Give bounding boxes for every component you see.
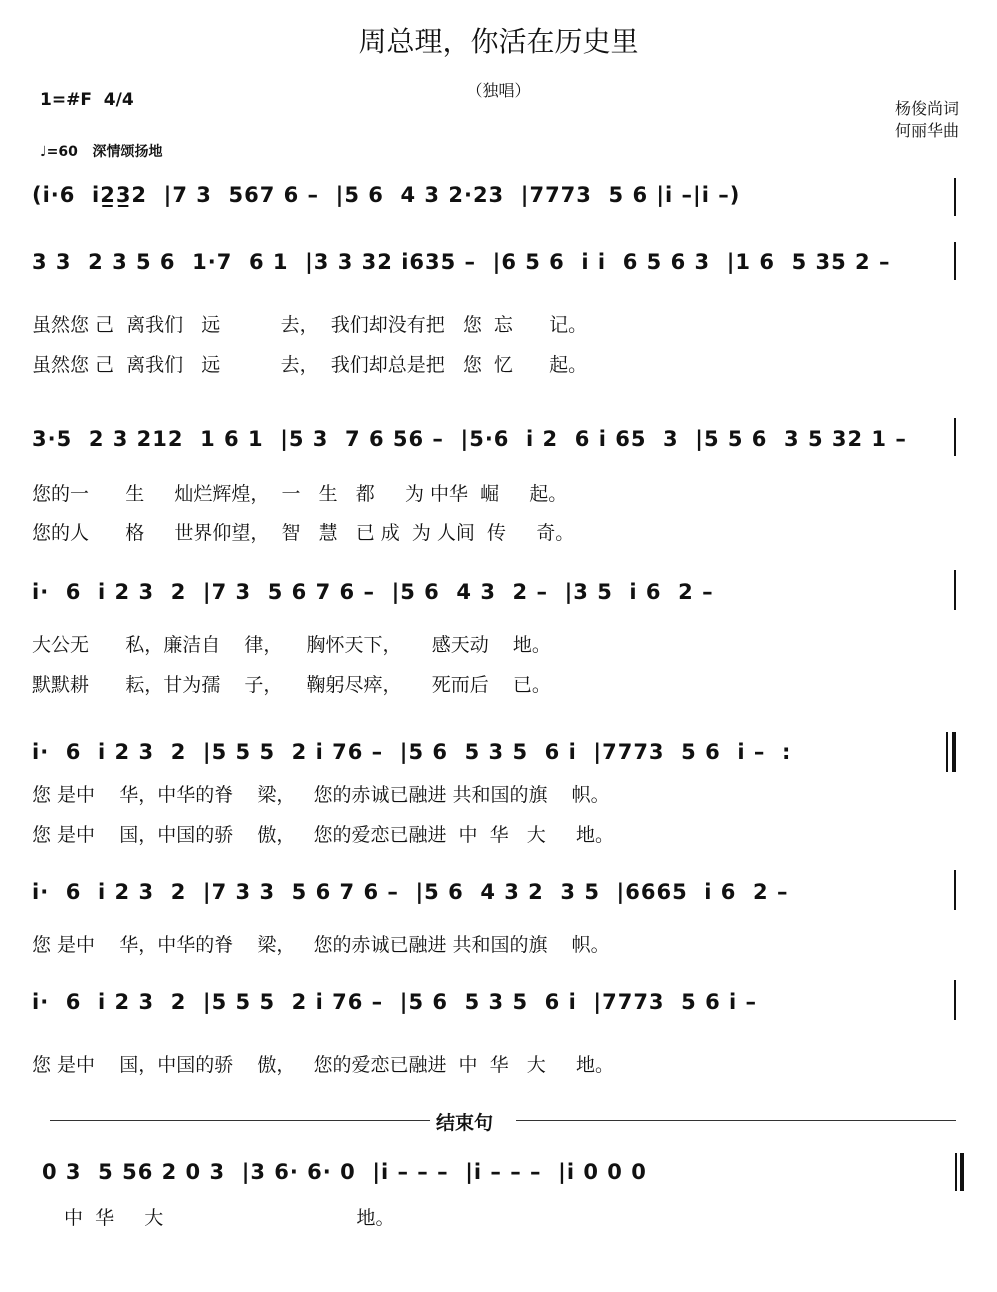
notation-system-7: i· 6 i 2 3 2 |5 5 5 2 i 76 – |5 6 5 3 5 6 i |7773 5 6 i – <box>32 990 758 1014</box>
barline <box>954 418 956 456</box>
notation-system-3: 3·5 2 3 212 1 6 1 |5 3 7 6 56 – |5·6 i 2 6 i 65 3 |5 5 6 3 5 32 1 – <box>32 427 907 451</box>
subtitle: （独唱） <box>466 81 531 100</box>
lyric-line: 您的人 格 世界仰望， 智 慧 已 成 为 人间 传 奇。 <box>32 522 575 544</box>
key-signature: 1=#F 4/4 <box>40 90 134 110</box>
barline <box>954 242 956 280</box>
lyric-line: 您 是中 华，中华的脊 梁， 您的赤诚已融进 共和国的旗 帜。 <box>32 784 610 806</box>
lyric-line: 您 是中 国，中国的骄 傲， 您的爱恋已融进 中 华 大 地。 <box>32 1054 614 1076</box>
notation-system-4: i· 6 i 2 3 2 |7 3 5 6 7 6 – |5 6 4 3 2 – |3 5 i 6 2 – <box>32 580 714 604</box>
barline <box>954 178 956 216</box>
tempo-marking: ♩=60 深情颂扬地 <box>40 144 163 160</box>
notation-system-6: i· 6 i 2 3 2 |7 3 3 5 6 7 6 – |5 6 4 3 2 3 5 |6665 i 6 2 – <box>32 880 789 904</box>
lyric-line: 虽然您 己 离我们 远 去， 我们却总是把 您 忆 起。 <box>32 354 588 376</box>
time-signature: 4/4 <box>103 90 134 110</box>
lyricist: 杨俊尚词 <box>894 99 959 118</box>
notation-system-5: i· 6 i 2 3 2 |5 5 5 2 i 76 – |5 6 5 3 5 6 i |7773 5 6 i – : <box>32 740 792 764</box>
lyric-line: 您 是中 华，中华的脊 梁， 您的赤诚已融进 共和国的旗 帜。 <box>32 934 610 956</box>
notation-system-2: 3 3 2 3 5 6 1·7 6 1 |3 3 32 i635 – |6 5 6 i i 6 5 6 3 |1 6 5 35 2 – <box>32 250 891 274</box>
ending-line-right <box>516 1120 956 1121</box>
final-barline <box>960 1153 964 1191</box>
repeat-barline <box>952 732 956 772</box>
notation-system-1: (i·6 i2̲3̲2 |7 3 567 6 – |5 6 4 3 2·23 |7773 5 6 |i –|i –) <box>32 183 741 207</box>
barline <box>954 870 956 910</box>
ending-label: 结束句 <box>436 1112 494 1134</box>
barline <box>954 570 956 610</box>
lyric-line: 默默耕 耘，甘为孺 子， 鞠躬尽瘁， 死而后 已。 <box>32 674 551 696</box>
song-title: 周总理，你活在历史里 <box>358 25 639 58</box>
lyric-line: 大公无 私，廉洁自 律， 胸怀天下， 感天动 地。 <box>32 634 551 656</box>
barline <box>954 980 956 1020</box>
ending-lyric: 中 华 大 地。 <box>64 1207 395 1229</box>
barline <box>955 1153 957 1191</box>
lyric-line: 您 是中 国，中国的骄 傲， 您的爱恋已融进 中 华 大 地。 <box>32 824 614 846</box>
lyric-line: 虽然您 己 离我们 远 去， 我们却没有把 您 忘 记。 <box>32 314 588 336</box>
ending-line-left <box>50 1120 430 1121</box>
lyric-line: 您的一 生 灿烂辉煌， 一 生 都 为 中华 崛 起。 <box>32 483 568 505</box>
barline <box>946 732 948 772</box>
composer: 何丽华曲 <box>894 121 959 140</box>
ending-notation: 0 3 5 56 2 0 3 |3 6· 6· 0 |i – – – |i – – – |i 0 0 0 <box>42 1160 647 1184</box>
